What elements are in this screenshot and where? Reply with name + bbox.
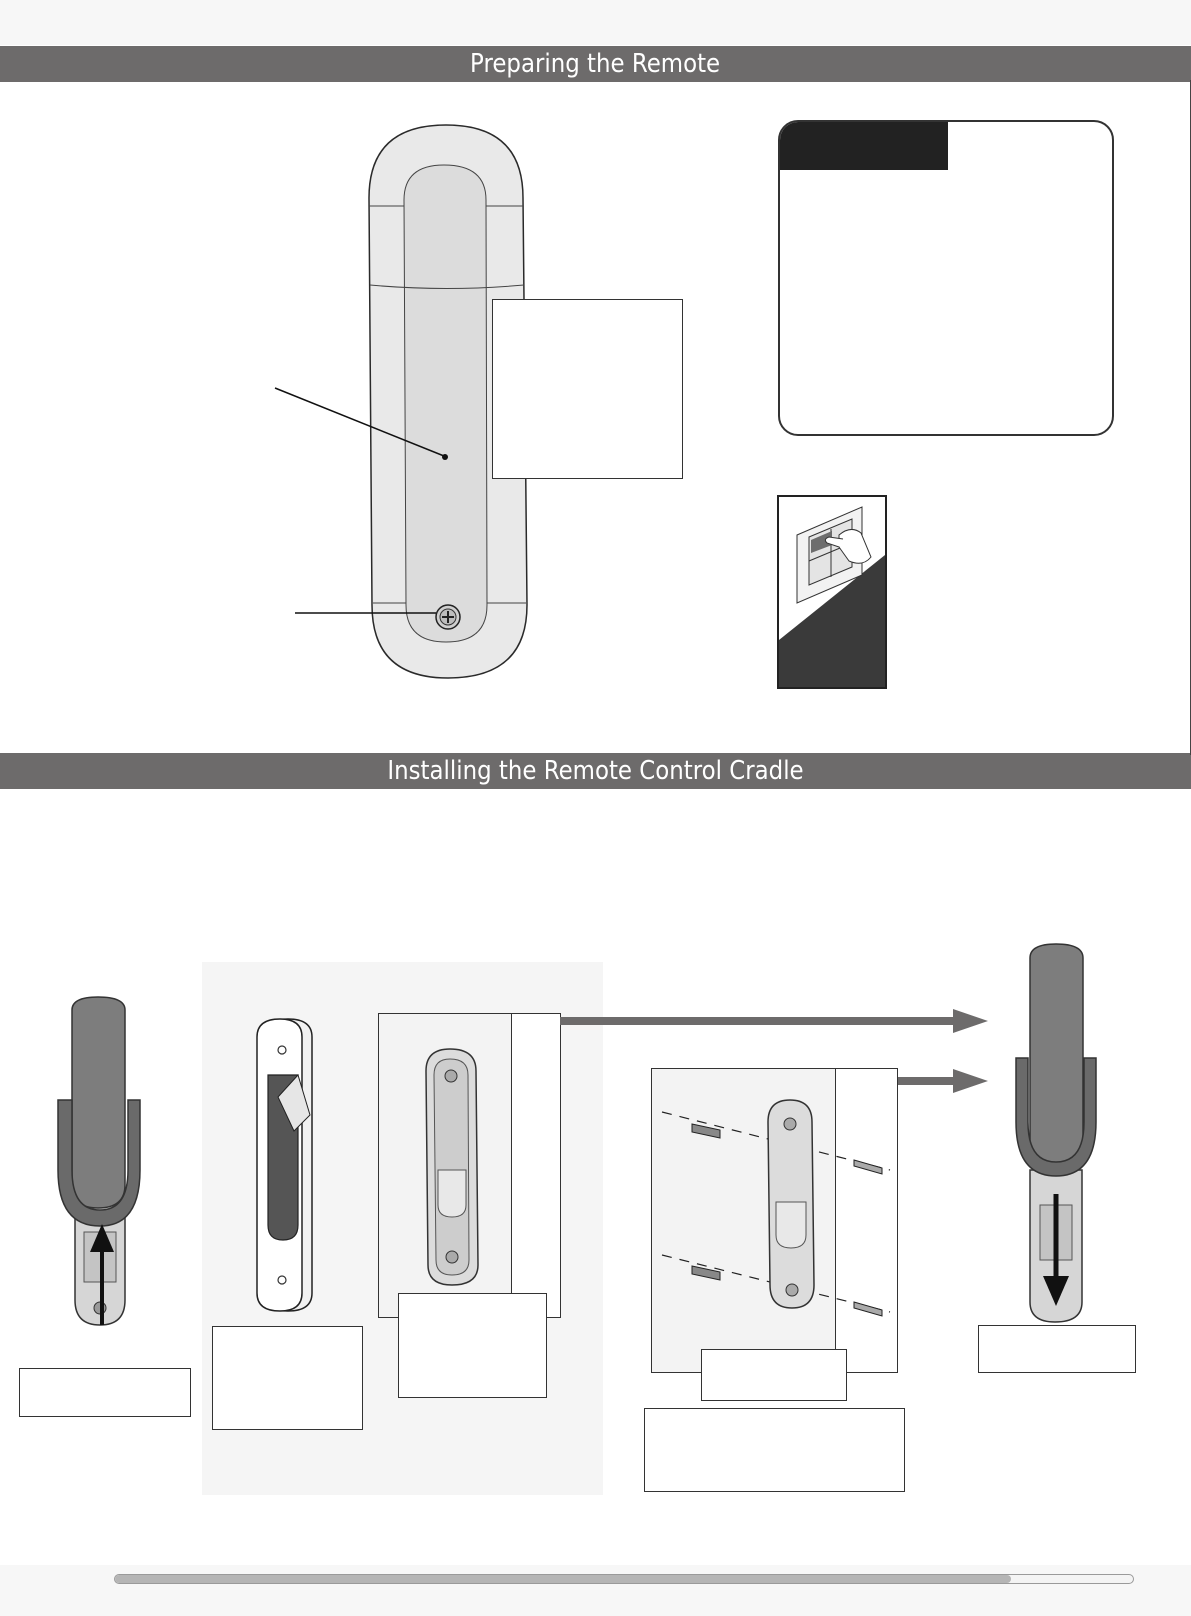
remote-dark <box>72 997 125 1208</box>
step2-caption-box <box>212 1326 363 1430</box>
screw-mount-illustration <box>650 1090 900 1340</box>
remote-label-box <box>492 299 683 479</box>
step3-caption-box <box>398 1293 547 1398</box>
remote-in-cradle-up <box>0 980 200 1360</box>
wall-anchor-icon <box>692 1124 720 1280</box>
remote-dark <box>1030 944 1083 1166</box>
section-title-preparing: Preparing the Remote <box>470 49 721 79</box>
cradle-on-wall-illustration <box>420 1045 490 1290</box>
note-box <box>778 120 1114 436</box>
wall-edge-a <box>511 1013 561 1318</box>
remote-in-cradle-down <box>990 940 1140 1330</box>
page-progress-fill <box>115 1575 1011 1583</box>
mount-screw-icon <box>854 1160 882 1316</box>
cradle-adhesive-illustration <box>250 1015 330 1315</box>
step1-caption-box <box>19 1368 191 1417</box>
switch-inset-illustration <box>777 495 887 690</box>
screw-icon <box>436 605 460 629</box>
step4-note-box <box>644 1408 905 1492</box>
section-title-cradle: Installing the Remote Control Cradle <box>387 756 804 786</box>
note-box-tab <box>780 122 948 170</box>
arrow-right-icon <box>560 1005 990 1095</box>
step4-caption-box <box>701 1349 847 1401</box>
step5-caption-box <box>978 1325 1136 1373</box>
page-progress-bar <box>114 1574 1134 1584</box>
